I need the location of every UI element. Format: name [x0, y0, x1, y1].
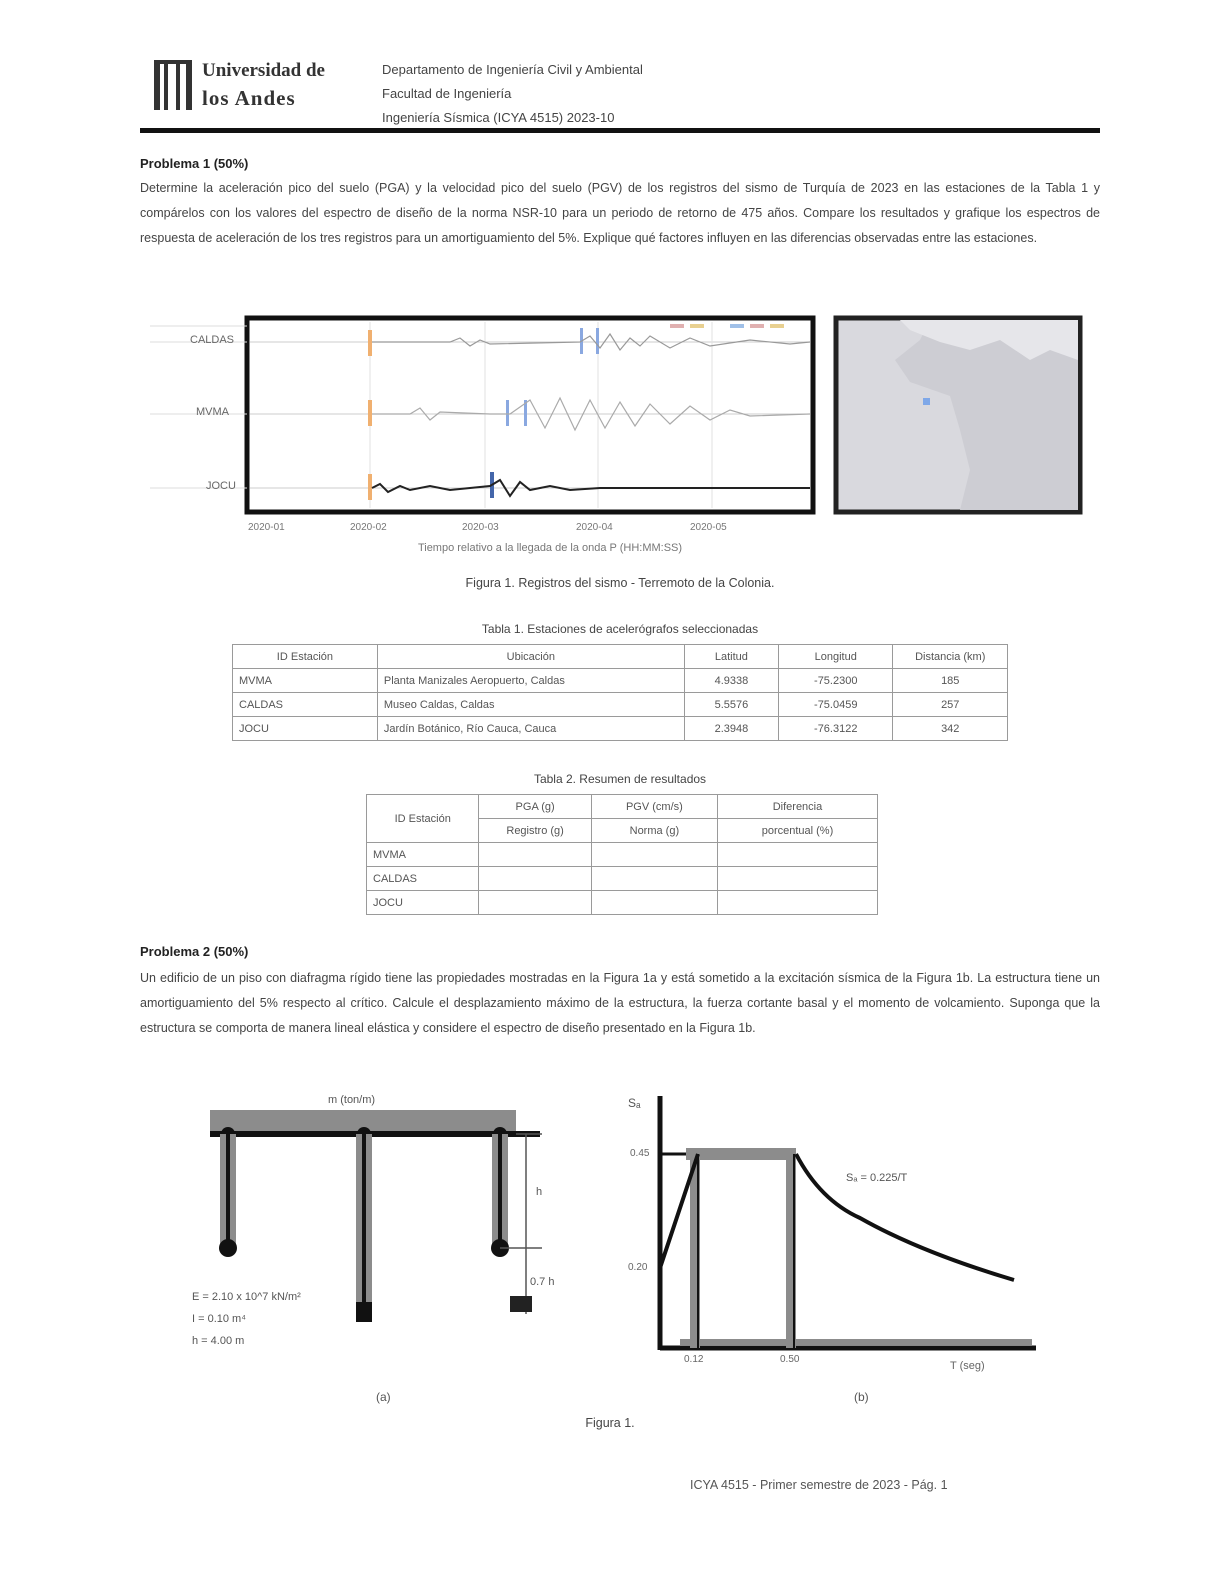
table-cell[interactable]	[591, 843, 717, 867]
results-table	[366, 794, 878, 915]
station-label-jocu: JOCU	[206, 480, 236, 492]
figure-2b	[620, 1090, 1040, 1404]
table-header-row	[367, 795, 878, 819]
y-axis-label: Sₐ	[628, 1096, 641, 1110]
table-cell[interactable]	[479, 867, 591, 891]
table-cell[interactable]	[591, 891, 717, 915]
station-marker-icon	[923, 398, 930, 405]
table-cell: Museo Caldas, Caldas	[377, 693, 684, 717]
x-axis-title: Tiempo relativo a la llegada de la onda P (HH:MM:SS)	[417, 542, 683, 554]
table-header-cell: PGV (cm/s)	[591, 795, 717, 819]
subfigure-a-label: (a)	[376, 1390, 391, 1404]
table-header-cell: porcentual (%)	[717, 819, 877, 843]
table-cell: JOCU	[233, 717, 378, 741]
table-cell: MVMA	[367, 843, 479, 867]
page-footer: ICYA 4515 - Primer semestre de 2023 - Pág. 1	[690, 1478, 948, 1492]
table-cell: 342	[893, 717, 1008, 741]
table-row	[367, 843, 878, 867]
table-1-title: Tabla 1. Estaciones de acelerógrafos seleccionadas	[481, 622, 759, 636]
figure-2-caption: Figura 1.	[585, 1416, 635, 1430]
station-label-caldas: CALDAS	[190, 334, 235, 346]
frame-properties	[192, 1286, 301, 1352]
figure-1	[150, 300, 1090, 570]
table-cell: -76.3122	[779, 717, 893, 741]
header-rule	[140, 128, 1100, 133]
spectrum-plot	[620, 1090, 1040, 1390]
header-faculty: Facultad de Ingeniería	[382, 86, 512, 101]
table-header-cell: Diferencia	[717, 795, 877, 819]
seismogram-panel	[150, 300, 1090, 570]
logo-line-1: Universidad de	[202, 60, 325, 81]
property-h: h = 4.00 m	[192, 1335, 245, 1347]
x-tick: 2020-05	[690, 522, 727, 533]
table-cell[interactable]	[479, 843, 591, 867]
x-axis-label: T (seg)	[950, 1360, 985, 1372]
x-tick-2: 0.50	[780, 1354, 800, 1365]
table-header-cell: Distancia (km)	[893, 645, 1008, 669]
figure-2a	[180, 1090, 580, 1404]
problem-2-title: Problema 2 (50%)	[140, 944, 249, 959]
property-e: E = 2.10 x 10^7 kN/m²	[192, 1291, 301, 1303]
table-header-cell: ID Estación	[233, 645, 378, 669]
station-label-mvma: MVMA	[196, 406, 229, 418]
university-logo	[152, 56, 368, 116]
table-header-cell: Registro (g)	[479, 819, 591, 843]
dim-b-label: 0.7 h	[530, 1276, 555, 1288]
table-cell[interactable]	[591, 867, 717, 891]
table-cell[interactable]	[479, 891, 591, 915]
header-info	[382, 58, 643, 130]
table-cell: 5.5576	[684, 693, 778, 717]
x-tick: 2020-03	[462, 522, 499, 533]
stations-table	[232, 644, 1008, 741]
table-header-row	[233, 645, 1008, 669]
table-cell[interactable]	[717, 867, 877, 891]
table-cell: JOCU	[367, 891, 479, 915]
table-header-cell: Latitud	[684, 645, 778, 669]
problem-2-body: Un edificio de un piso con diafragma rígido tiene las propiedades mostradas en la Figura 1a y está sometido a la excitación sísmica de la Figura 1b. La estructura tiene un amortiguamiento del 5% respecto al crítico. Calcule el desplazamiento máximo de la estructura, la fuerza cortante basal y el momento de volcamiento. Suponga que la estructura se comporta de manera lineal elástica y considere el espectro de diseño presentado en la Figura 1b.	[140, 971, 1100, 1035]
table-cell: CALDAS	[367, 867, 479, 891]
x-tick: 2020-04	[576, 522, 613, 533]
dim-h-label: h	[536, 1186, 543, 1198]
table-cell: -75.0459	[779, 693, 893, 717]
header-course: Ingeniería Sísmica (ICYA 4515) 2023-10	[382, 110, 615, 125]
table-cell: 2.3948	[684, 717, 778, 741]
logo-line-2: los Andes	[202, 86, 296, 110]
problem-1-title: Problema 1 (50%)	[140, 156, 249, 171]
figure-1-caption: Figura 1. Registros del sismo - Terremoto de la Colonia.	[465, 576, 775, 590]
table-header-cell: ID Estación	[367, 795, 479, 843]
x-tick: 2020-01	[248, 522, 285, 533]
table-cell: Planta Manizales Aeropuerto, Caldas	[377, 669, 684, 693]
table-header-cell: Longitud	[779, 645, 893, 669]
table-row	[233, 669, 1008, 693]
x-tick: 2020-02	[350, 522, 387, 533]
table-cell: 257	[893, 693, 1008, 717]
table-cell: Jardín Botánico, Río Cauca, Cauca	[377, 717, 684, 741]
header-department: Departamento de Ingeniería Civil y Ambiental	[382, 62, 643, 77]
logo-mark-icon	[152, 56, 196, 114]
table-row	[367, 891, 878, 915]
table-cell: CALDAS	[233, 693, 378, 717]
table-cell: 4.9338	[684, 669, 778, 693]
table-cell: MVMA	[233, 669, 378, 693]
table-header-cell: PGA (g)	[479, 795, 591, 819]
table-row	[233, 717, 1008, 741]
property-i: I = 0.10 m⁴	[192, 1313, 246, 1325]
problem-1-body: Determine la aceleración pico del suelo (PGA) y la velocidad pico del suelo (PGV) de los registros del sismo de Turquía de 2023 en las estaciones de la Tabla 1 y compárelos con los valores del espectro de diseño de la norma NSR-10 para un periodo de retorno de 475 años. Compare los resultados y grafique los espectros de respuesta de aceleración de los tres registros para un amortiguamiento del 5%. Explique qué factores influyen en las diferencias observadas entre las estaciones.	[140, 181, 1100, 245]
table-cell: -75.2300	[779, 669, 893, 693]
table-2-title: Tabla 2. Resumen de resultados	[533, 772, 707, 786]
table-header-cell: Ubicación	[377, 645, 684, 669]
curve-label: Sₐ = 0.225/T	[846, 1172, 908, 1184]
y-tick-top: 0.45	[630, 1148, 650, 1159]
table-header-cell: Norma (g)	[591, 819, 717, 843]
x-tick-1: 0.12	[684, 1354, 704, 1365]
y-tick-mid: 0.20	[628, 1262, 648, 1273]
table-row	[233, 693, 1008, 717]
table-row	[367, 867, 878, 891]
frame-mass-label: m (ton/m)	[328, 1094, 376, 1106]
subfigure-b-label: (b)	[854, 1390, 869, 1404]
table-cell[interactable]	[717, 843, 877, 867]
table-cell[interactable]	[717, 891, 877, 915]
table-cell: 185	[893, 669, 1008, 693]
